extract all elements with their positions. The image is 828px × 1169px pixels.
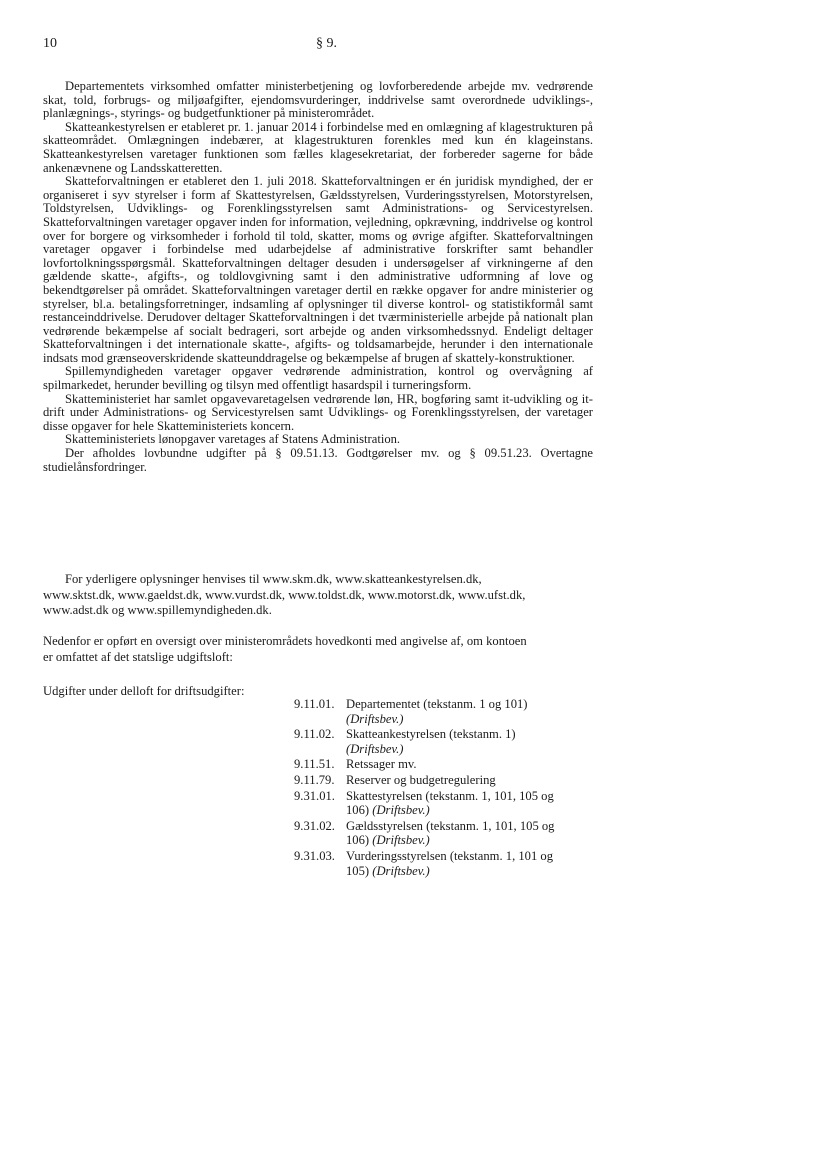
references-line: For yderligere oplysninger henvises til www.skm.dk, www.skatteankestyrelsen.dk, (65, 572, 482, 586)
paragraph-skatteministeriet: Skatteministeriet har samlet opgavevaretagelsen vedrørende løn, HR, bogføring samt it-udvikling og it-drift under Administrations- og Servicestyrelsen samt Udviklings- og Forenklingsstyrelsen, der varetager disse opgaver for hele Skatteministeriets koncern. (43, 391, 593, 433)
paragraph-skatteankestyrelsen: Skatteankestyrelsen er etableret pr. 1. januar 2014 i forbindelse med en omlægning af klagestrukturen på skatteområdet. Omlægningen indebærer, at klagestrukturen forenkles med kun én klageinstans. Skatteankestyrelsen varetager funktionen som fælles klagesekretariat, der forbereder sagerne for både ankenævnene og Landsskatteretten. (43, 119, 593, 175)
page-number: 10 (43, 36, 57, 51)
overview-line: Nedenfor er opført en oversigt over ministerområdets hovedkonti med angivelse af, om kontoen (43, 634, 527, 648)
overview-paragraph (43, 634, 593, 665)
account-item (294, 849, 594, 878)
account-code: 9.11.02. (294, 727, 335, 742)
references-line: www.sktst.dk, www.gaeldst.dk, www.vurdst.dk, www.toldst.dk, www.motorst.dk, www.ufst.dk, (43, 587, 526, 602)
account-code: 9.11.51. (294, 757, 335, 772)
account-item (294, 789, 594, 818)
account-description: Retssager mv. (346, 757, 417, 772)
paragraph-departementet: Departementets virksomhed omfatter ministerbetjening og lovforberedende arbejde mv. vedrørende skat, told, forbrugs- og miljøafgifter, ejendomsvurderinger, inddrivelse samt overordnede udviklings-, planlægnings-, styrings- og budgetfunktioner på ministerområdet. (43, 79, 593, 121)
account-item (294, 773, 594, 788)
account-description: Skatteankestyrelsen (tekstanm. 1) (346, 727, 516, 742)
account-code: 9.31.01. (294, 788, 335, 803)
body-text (43, 80, 593, 474)
paragraph-lovbundne-udgifter: Der afholdes lovbundne udgifter på § 09.51.13. Godtgørelser mv. og § 09.51.23. Overtagne studielånsfordringer. (43, 446, 593, 474)
account-description: Departementet (tekstanm. 1 og 101) (346, 697, 528, 711)
account-item (294, 757, 594, 772)
paragraph-loenopgaver: Skatteministeriets lønopgaver varetages af Statens Administration. (65, 432, 401, 447)
account-description: Skattestyrelsen (tekstanm. 1, 101, 105 og (346, 788, 554, 803)
account-description-continuation: 105) (346, 863, 370, 878)
account-code: 9.11.01. (294, 697, 335, 711)
account-description: Vurderingsstyrelsen (tekstanm. 1, 101 og (346, 848, 554, 863)
account-code: 9.31.02. (294, 818, 335, 833)
account-note: (Driftsbev.) (346, 711, 404, 726)
account-description-continuation: 106) (346, 833, 370, 848)
account-item (294, 727, 594, 756)
paragraph-skatteforvaltningen: Skatteforvaltningen er etableret den 1. juli 2018. Skatteforvaltningen er én juridisk myndighed, der er organiseret i syv styrelser i form af Skattestyrelsen, Gældsstyrelsen, Vurderingsstyrelsen, Motorstyrelsen, Toldstyrelsen, Udviklings- og Forenklingsstyrelsen samt Administrations- og Servicestyrelsen. Skatteforvaltningen varetager opgaver inden for information, vejledning, opkrævning, inddrivelse og kontrol over for borgere og virksomheder i forhold til told, skatter, moms og øvrige afgifter. Skatteforvaltningen varetager opgaver i forbindelse med udarbejdelse af administrative forskrifter samt behandler lovfortolkningsspørgsmål. Skatteforvaltningen deltager desuden i undersøgelser af virkningerne af den gældende skatte-, afgifts-, og toldlovgivning samt i den administrative udformning af love og bekendtgørelser på området. Skatteforvaltningen varetager dertil en række opgaver for andre ministerier og styrelser, bl.a. betalingsforretninger, indsamling af oplysninger til diverse kontrol- og statistikformål samt restanceinddrivelse. Derudover deltager Skatteforvaltningen i det tværministerielle arbejde på nationalt plan vedrørende bekæmpelse af socialt bedrageri, sort arbejde og anden virksomhedssnyd. Endeligt deltager Skatteforvaltningen i det internationale skatte-, afgifts- og toldsamarbejde, herunder i den internationale indsats mod grænseoverskridende skatteunddragelse og bekæmpelse af brugen af skattely-konstruktioner. (43, 174, 593, 365)
account-item (294, 819, 594, 848)
delloft-label: Udgifter under delloft for driftsudgifter: (43, 684, 245, 698)
account-note: (Driftsbev.) (346, 741, 404, 756)
account-description-continuation: 106) (346, 803, 370, 818)
account-description: Reserver og budgetregulering (346, 772, 496, 787)
references-line: www.adst.dk og www.spillemyndigheden.dk. (43, 603, 272, 617)
account-description: Gældsstyrelsen (tekstanm. 1, 101, 105 og (346, 818, 555, 833)
account-code: 9.11.79. (294, 772, 335, 787)
account-list (294, 697, 594, 879)
account-item (294, 697, 594, 726)
paragraph-spillemyndigheden: Spillemyndigheden varetager opgaver vedrørende administration, kontrol og overvågning af spilmarkedet, herunder bevilling og tilsyn med offentligt hasardspil i turneringsform. (43, 364, 593, 393)
account-note: (Driftsbev.) (372, 803, 430, 818)
references-paragraph (43, 572, 593, 619)
section-heading: § 9. (316, 36, 337, 51)
overview-line: er omfattet af det statslige udgiftsloft: (43, 649, 233, 664)
account-note: (Driftsbev.) (372, 833, 430, 848)
account-code: 9.31.03. (294, 848, 335, 863)
account-note: (Driftsbev.) (372, 863, 430, 878)
